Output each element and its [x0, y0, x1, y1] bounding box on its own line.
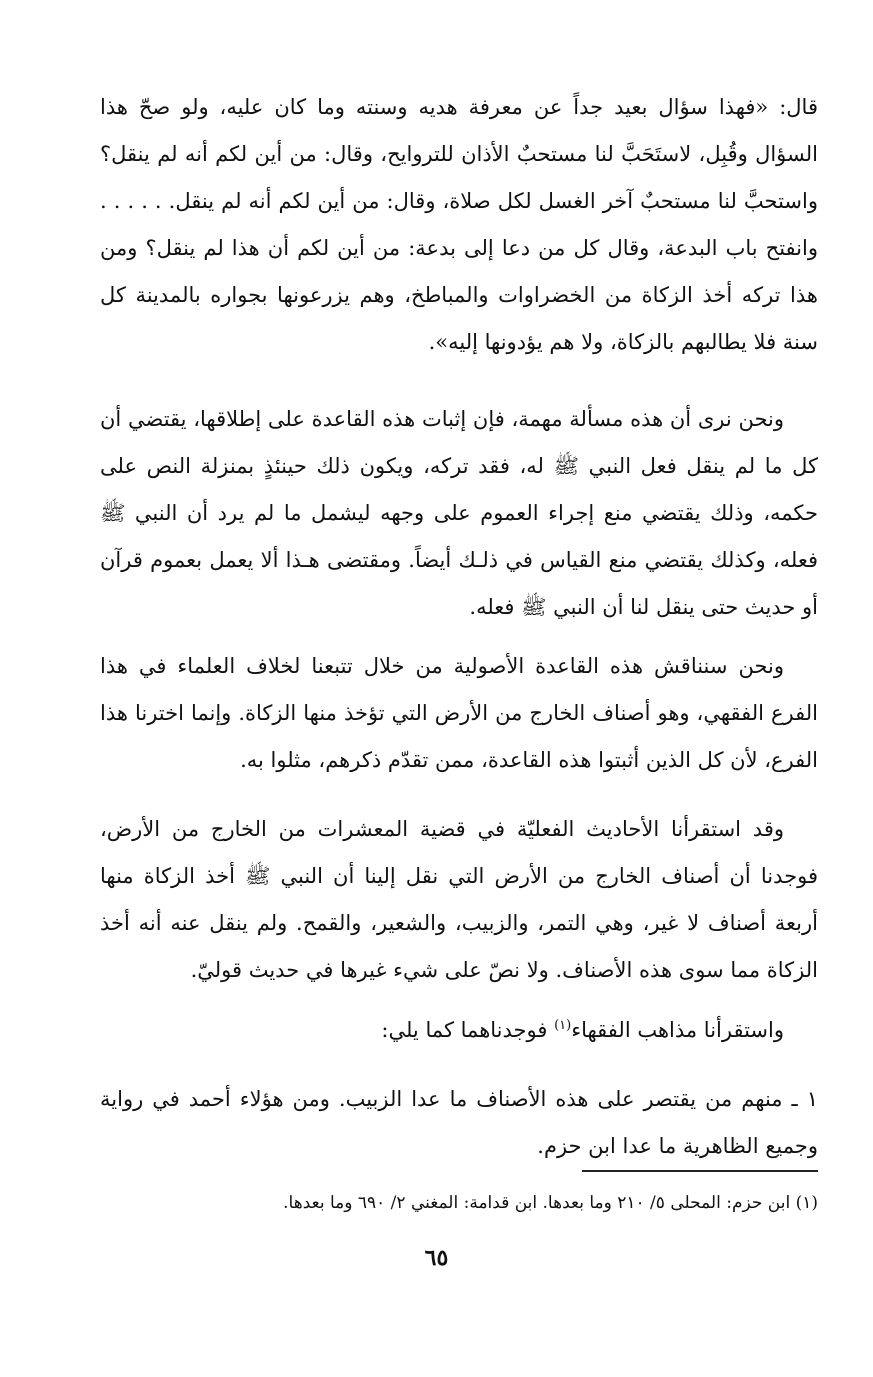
paragraph-madhhab-survey [100, 1002, 818, 1054]
paragraph-madhhab-survey-text: واستقرأنا مذاهب الفقهاء [571, 1018, 784, 1042]
paragraph-quote: قال: «فهذا سؤال بعيد جداً عن معرفة هديه وسنته وما كان عليه، ولو صحّ هذا السؤال وقُبِل، لاستَحَبَّ لنا مستحبٌ الأذان للتروايح، وقال: من أين لكم أنه لم ينقل؟ واستحبَّ لنا مستحبٌ آخر الغسل لكل صلاة، وقال: من أين لكم أنه لم ينقل. . . . . . وانفتح باب البدعة، وقال كل من دعا إلى بدعة: من أين لكم أن هذا لم ينقل؟ ومن هذا تركه أخذ الزكاة من الخضراوات والمباطخ، وهم يزرعونها بجواره بالمدينة كل سنة فلا يطالبهم بالزكاة، ولا هم يؤدونها إليه». [100, 95, 818, 354]
page-body [100, 84, 818, 1170]
footnote: (١) ابن حزم: المحلى ٥/ ٢١٠ وما بعدها. ابن قدامة: المغني ٢/ ٦٩٠ وما بعدها. [283, 1193, 818, 1213]
footnote-reference[interactable]: (١) [554, 1018, 572, 1033]
page-number: ٦٥ [424, 1245, 449, 1271]
paragraph-madhhab-survey-tail: فوجدناهما كما يلي: [381, 1018, 555, 1042]
footnote-divider [582, 1170, 818, 1172]
paragraph-hadith-survey: وقد استقرأنا الأحاديث الفعليّة في قضية المعشرات من الخارج من الأرض، فوجدنا أن أصناف الخارج من الأرض التي نقل إلينا أن النبي ﷺ أخذ الزكاة منها أربعة أصناف لا غير، وهي التمر، والزبيب، والشعير، والقمح. ولم ينقل عنه أنه أخذ الزكاة مما سوى هذه الأصناف. ولا نصّ على شيء غيرها في حديث قوليّ. [100, 817, 818, 982]
paragraph-rule-discussion: ونحن نرى أن هذه مسألة مهمة، فإن إثبات هذه القاعدة على إطلاقها، يقتضي أن كل ما لم ينقل فعل النبي ﷺ له، فقد تركه، ويكون ذلك حينئذٍ بمنزلة النص على حكمه، وذلك يقتضي منع إجراء العموم على وجهه ليشمل ما لم يرد أن النبي ﷺ فعله، وكذلك يقتضي منع القياس في ذلـك أيضاً. ومقتضى هـذا ألا يعمل بعموم قرآن أو حديث حتى ينقل لنا أن النبي ﷺ فعله. [100, 407, 818, 619]
list-item: ١ ـ منهم من يقتصر على هذه الأصناف ما عدا الزبيب. ومن هؤلاء أحمد في رواية وجميع الظاهرية ما عدا ابن حزم. [100, 1087, 818, 1158]
paragraph-method: ونحن سنناقش هذه القاعدة الأصولية من خلال تتبعنا لخلاف العلماء في هذا الفرع الفقهي، وهو أصناف الخارج من الأرض التي تؤخذ منها الزكاة. وإنما اخترنا هذا الفرع، لأن كل الذين أثبتوا هذه القاعدة، ممن تقدّم ذكرهم، مثلوا به. [100, 654, 818, 772]
